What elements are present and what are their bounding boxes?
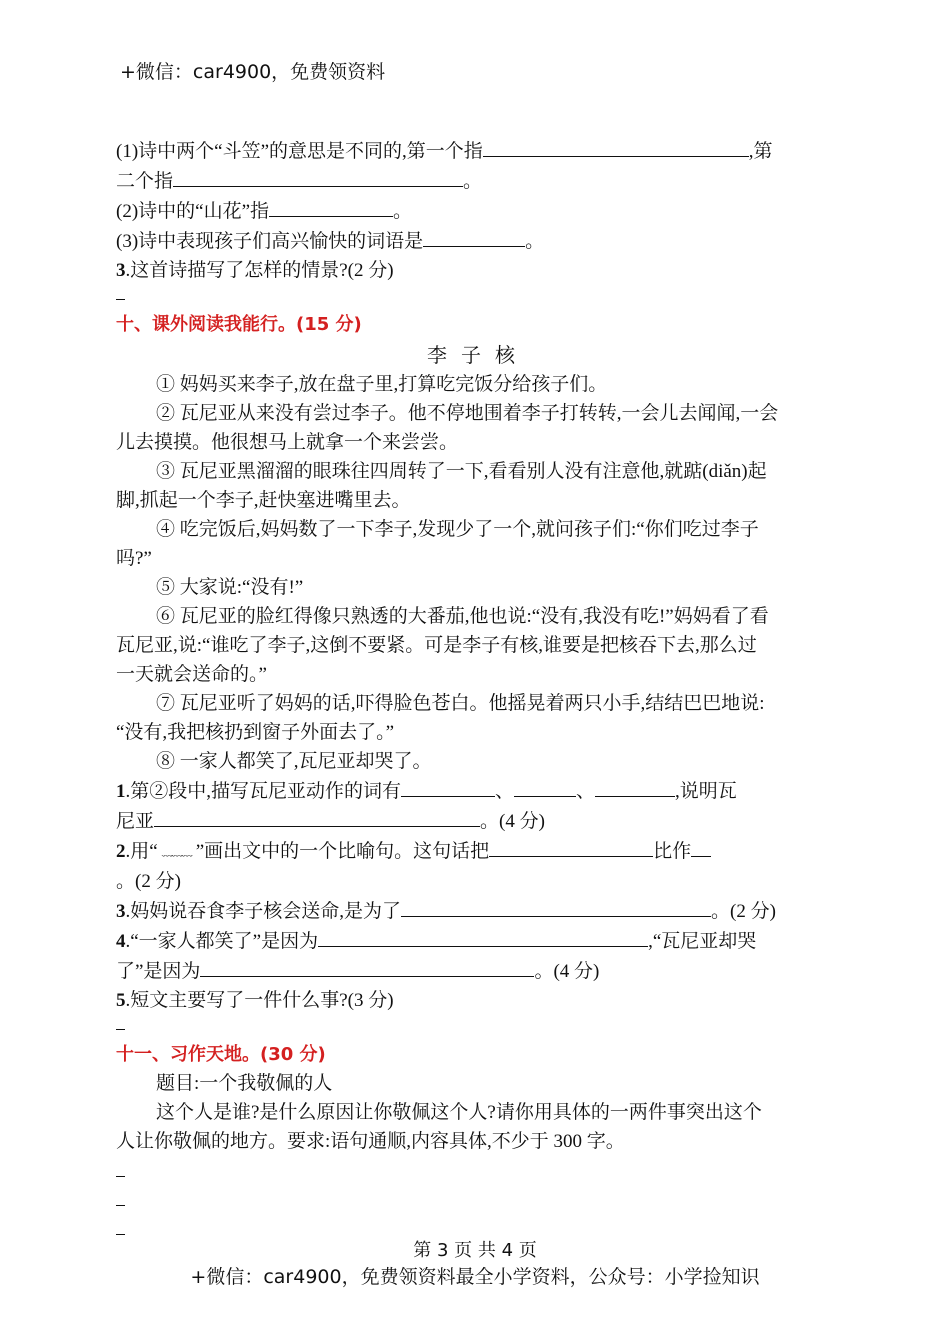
writing-line[interactable] [116,1162,125,1177]
paragraph-3-cont: 脚,抓起一个李子,赶快塞进嘴里去。 [116,490,411,511]
reading-q5: 5.短文主要写了一件什么事?(3 分) [116,990,394,1011]
section-11-heading: 十一、习作天地。(30 分) [116,1044,326,1065]
paragraph-2: ② 瓦尼亚从来没有尝过李子。他不停地围着李子打转转,一会儿去闻闻,一会 [156,403,779,424]
writing-line[interactable] [116,1191,125,1206]
answer-blank[interactable] [595,776,675,797]
answer-line[interactable] [116,1015,125,1030]
reading-q1-line1: 1.第②段中,描写瓦尼亚动作的词有 、 、 ,说明瓦 [116,776,840,806]
answer-blank[interactable] [318,926,648,947]
answer-blank[interactable] [514,776,576,797]
section-10-heading: 十、课外阅读我能行。(15 分) [116,314,362,335]
answer-blank[interactable] [691,836,711,857]
watermark-bottom: +微信：car4900，免费领资料最全小学资料，公众号：小学捡知识 [190,1266,760,1288]
answer-blank[interactable] [200,956,534,977]
paragraph-4-cont: 吗?” [116,548,152,569]
paragraph-4: ④ 吃完饭后,妈妈数了一下李子,发现少了一个,就问孩子们:“你们吃过李子 [156,519,759,540]
answer-blank[interactable] [401,776,495,797]
reading-q3: 3.妈妈说吞食李子核会送命,是为了 。(2 分) [116,896,840,926]
answer-line[interactable] [116,285,125,300]
composition-topic: 题目:一个我敬佩的人 [156,1073,333,1094]
answer-blank[interactable] [423,226,525,247]
reading-q1-line2: 尼亚 。(4 分) [116,806,840,836]
paragraph-6: ⑥ 瓦尼亚的脸红得像只熟透的大番茄,他也说:“没有,我没有吃!”妈妈看了看 [156,606,769,627]
answer-blank[interactable] [483,136,749,157]
answer-blank[interactable] [401,896,711,917]
answer-blank[interactable] [269,196,393,217]
paragraph-1: ① 妈妈买来李子,放在盘子里,打算吃完饭分给孩子们。 [156,374,608,395]
exam-content [116,136,840,1235]
q2-sub1-line1: (1)诗中两个“斗笠”的意思是不同的,第一个指 ,第 [116,136,840,166]
reading-q4-line1: 4.“一家人都笑了”是因为 ,“瓦尼亚却哭 [116,926,840,956]
page-number: 第 3 页 共 4 页 [413,1240,537,1261]
writing-line[interactable] [116,1220,125,1235]
wavy-line-mark: ﹏﹏﹏ [161,846,192,858]
paragraph-7: ⑦ 瓦尼亚听了妈妈的话,吓得脸色苍白。他摇晃着两只小手,结结巴巴地说: [156,693,765,714]
paragraph-5: ⑤ 大家说:“没有!” [156,577,304,598]
paragraph-6-cont2: 一天就会送命的。” [116,664,267,685]
reading-q2-line2: 。(2 分) [116,871,181,892]
story-title: 李子核 [427,343,529,367]
paragraph-6-cont: 瓦尼亚,说:“谁吃了李子,这倒不要紧。可是李子有核,谁要是把核吞下去,那么过 [116,635,757,656]
watermark-top: +微信：car4900，免费领资料 [120,61,386,83]
composition-requirement-2: 人让你敬佩的地方。要求:语句通顺,内容具体,不少于 300 字。 [116,1131,625,1152]
paragraph-7-cont: “没有,我把核扔到窗子外面去了。” [116,722,395,743]
q3-question: 3.这首诗描写了怎样的情景?(2 分) [116,260,394,281]
answer-blank[interactable] [489,836,653,857]
answer-blank[interactable] [154,806,480,827]
answer-blank[interactable] [173,166,463,187]
composition-requirement-1: 这个人是谁?是什么原因让你敬佩这个人?请你用具体的一两件事突出这个 [156,1102,762,1123]
reading-q4-line2: 了”是因为 。(4 分) [116,956,840,986]
q2-sub3: (3)诗中表现孩子们高兴愉快的词语是 。 [116,226,840,256]
reading-q2-line1: 2.用“ ﹏﹏﹏ ”画出文中的一个比喻句。这句话把 比作 [116,836,840,867]
q2-sub1-line2: 二个指 。 [116,166,840,196]
paragraph-2-cont: 儿去摸摸。他很想马上就拿一个来尝尝。 [116,432,459,453]
paragraph-3: ③ 瓦尼亚黑溜溜的眼珠往四周转了一下,看看别人没有注意他,就踮(diǎn)起 [156,461,767,482]
paragraph-8: ⑧ 一家人都笑了,瓦尼亚却哭了。 [156,751,432,772]
q2-sub2: (2)诗中的“山花”指 。 [116,196,840,226]
